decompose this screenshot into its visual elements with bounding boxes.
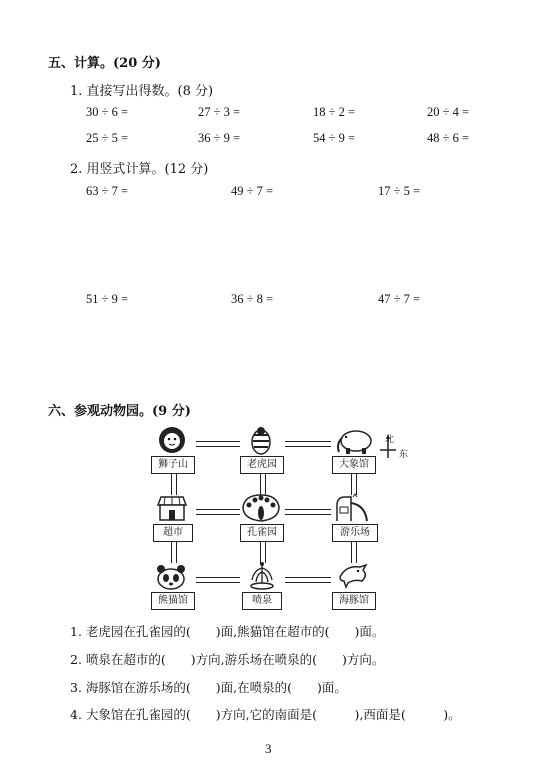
expression: 36 ÷ 8 = [231, 292, 274, 306]
expression: 17 ÷ 5 = [378, 184, 421, 198]
question-1: 1. 老虎园在孔雀园的( )面,熊猫馆在超市的( )面。 [70, 624, 385, 639]
path-connector [171, 541, 177, 563]
expression: 63 ÷ 7 = [86, 184, 129, 198]
fountain-icon [248, 560, 276, 590]
tiger-icon [248, 425, 274, 455]
dolphin-icon [336, 561, 370, 589]
path-connector [196, 577, 240, 583]
node-tiger-garden: 老虎园 [240, 456, 284, 474]
node-fountain: 喷泉 [242, 592, 282, 610]
elephant-icon [334, 428, 374, 455]
path-connector [196, 441, 240, 447]
node-peacock-garden: 孔雀园 [240, 524, 284, 542]
path-connector [196, 509, 240, 515]
playground-icon [333, 493, 371, 523]
panda-icon [154, 562, 188, 590]
node-lion-mountain: 狮子山 [151, 456, 195, 474]
node-dolphin-hall: 海豚馆 [332, 592, 376, 610]
path-connector [285, 441, 331, 447]
expression: 30 ÷ 6 = [86, 105, 129, 119]
compass-east: 东 [399, 450, 409, 460]
compass-north: 北 [385, 435, 395, 445]
expression: 49 ÷ 7 = [231, 184, 274, 198]
expression: 48 ÷ 6 = [427, 131, 470, 145]
path-connector [285, 509, 331, 515]
expression: 20 ÷ 4 = [427, 105, 470, 119]
expression: 54 ÷ 9 = [313, 131, 356, 145]
section-6-title: 六、参观动物园。(9 分) [48, 404, 191, 419]
part-2-title: 2. 用竖式计算。(12 分) [70, 162, 209, 177]
expression: 36 ÷ 9 = [198, 131, 241, 145]
expression: 51 ÷ 9 = [86, 292, 129, 306]
path-connector [351, 541, 357, 563]
expression: 18 ÷ 2 = [313, 105, 356, 119]
supermarket-icon [156, 495, 188, 521]
section-5-title: 五、计算。(20 分) [48, 56, 161, 71]
expression: 27 ÷ 3 = [198, 105, 241, 119]
lion-icon [156, 425, 188, 455]
node-elephant-hall: 大象馆 [332, 456, 376, 474]
node-playground: 游乐场 [332, 524, 378, 542]
page-number: 3 [265, 741, 272, 756]
expression: 25 ÷ 5 = [86, 131, 129, 145]
node-supermarket: 超市 [153, 524, 193, 542]
peacock-icon [241, 493, 281, 523]
path-connector [260, 473, 266, 495]
path-connector [171, 473, 177, 495]
node-panda-hall: 熊猫馆 [151, 592, 195, 610]
question-2: 2. 喷泉在超市的( )方向,游乐场在喷泉的( )方向。 [70, 652, 385, 667]
question-3: 3. 海豚馆在游乐场的( )面,在喷泉的( )面。 [70, 680, 347, 695]
path-connector [351, 473, 357, 495]
path-connector [285, 577, 331, 583]
expression: 47 ÷ 7 = [378, 292, 421, 306]
question-4: 4. 大象馆在孔雀园的( )方向,它的南面是( ),西面是( )。 [70, 707, 461, 722]
part-1-title: 1. 直接写出得数。(8 分) [70, 84, 214, 99]
